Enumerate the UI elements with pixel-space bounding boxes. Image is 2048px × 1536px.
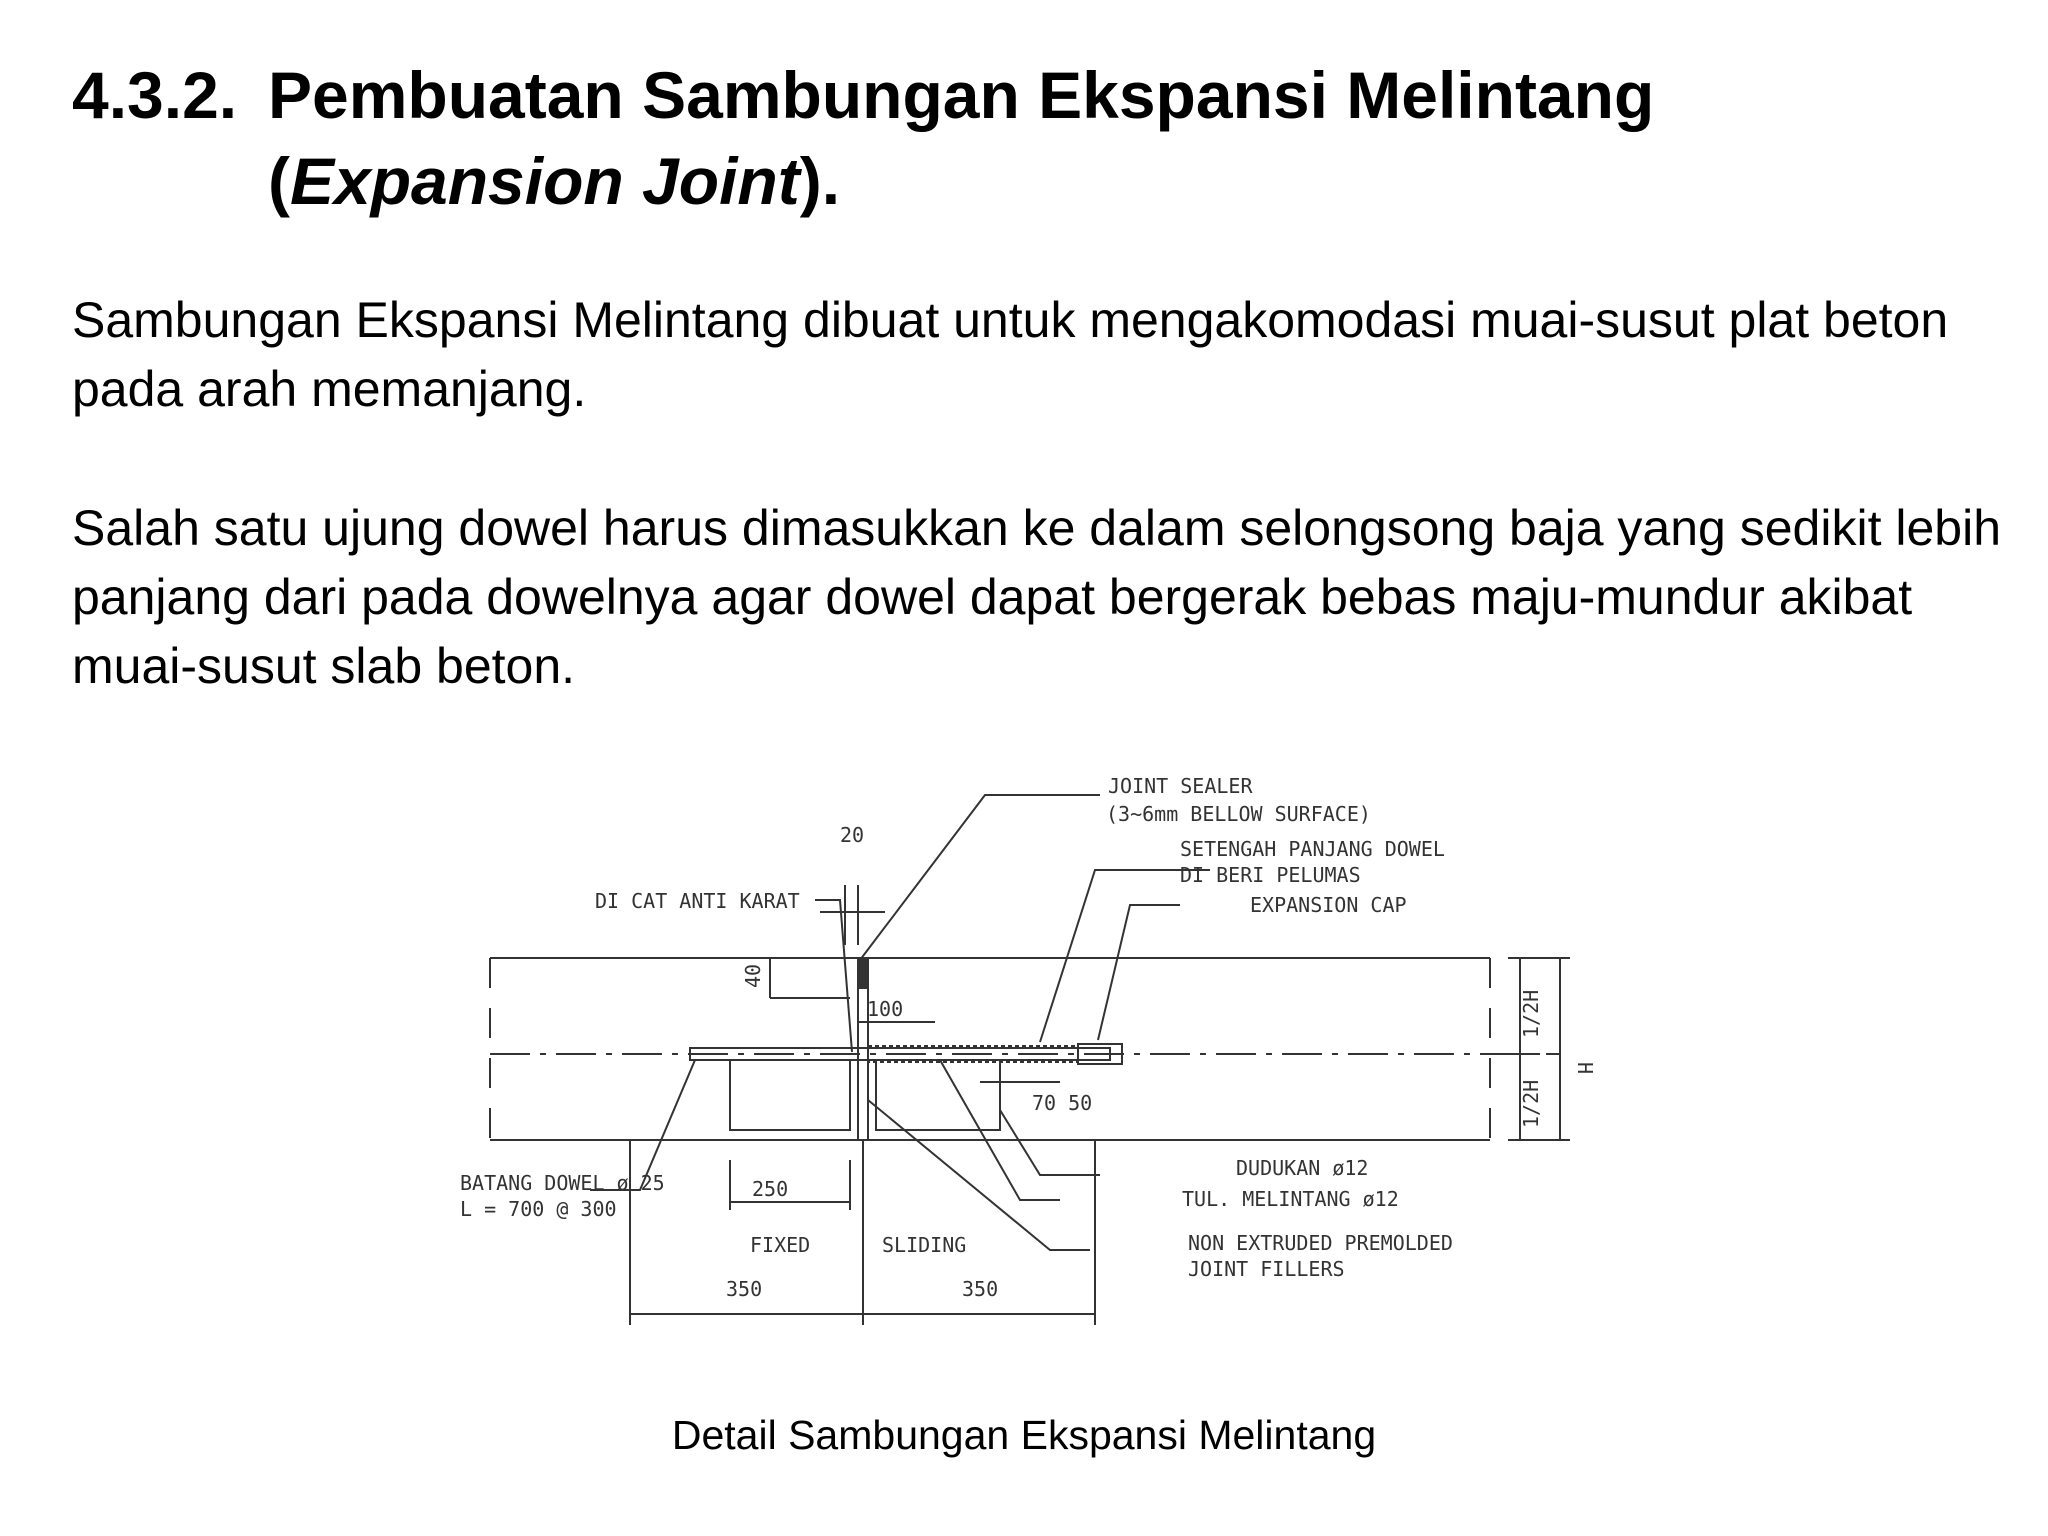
label-di-beri-pelumas: DI BERI PELUMAS [1180, 863, 1361, 887]
label-dim-350-left: 350 [726, 1277, 763, 1301]
label-dim-350-right: 350 [962, 1277, 999, 1301]
label-di-cat-anti-karat: DI CAT ANTI KARAT [595, 889, 800, 913]
section-number: 4.3.2. [72, 58, 238, 132]
dowel-chair-fixed [730, 1060, 850, 1130]
label-sliding: SLIDING [882, 1233, 967, 1257]
label-dim-250: 250 [752, 1177, 789, 1201]
label-dim-40: 40 [741, 963, 765, 988]
label-fixed: FIXED [750, 1233, 811, 1257]
leader-dudukan [1000, 1110, 1100, 1175]
label-tul-melintang: TUL. MELINTANG ø12 [1182, 1187, 1399, 1211]
label-dudukan: DUDUKAN ø12 [1236, 1156, 1369, 1180]
section-title-italic: Expansion Joint [289, 144, 800, 218]
label-dim-70-50: 70 50 [1032, 1091, 1093, 1115]
paragraph-2: Salah satu ujung dowel harus dimasukkan ke dalam selongsong baja yang sedikit lebih panjang dari pada dowelnya agar dowel dapat bergerak bebas maju-mundur akibat muai-susut slab beton. [72, 500, 2002, 694]
paragraph-1: Sambungan Ekspansi Melintang dibuat untuk mengakomodasi muai-susut plat beton pada arah memanjang. [72, 292, 1949, 417]
label-h: H [1573, 1062, 1597, 1075]
leader-joint-sealer [860, 795, 1100, 960]
joint-sealer [858, 958, 868, 988]
label-expansion-cap: EXPANSION CAP [1250, 893, 1407, 917]
leader-setengah-panjang [1040, 870, 1210, 1042]
label-half-h-bottom: 1/2H [1519, 1079, 1543, 1128]
section-title [268, 52, 1868, 224]
label-joint-sealer: JOINT SEALER [1108, 774, 1253, 798]
label-setengah-panjang: SETENGAH PANJANG DOWEL [1180, 837, 1445, 861]
label-l-spacing: L = 700 @ 300 [460, 1197, 617, 1221]
leader-anti-karat [815, 900, 852, 1052]
section-title-line1: Pembuatan Sambungan Ekspansi Melintang [268, 58, 1655, 132]
expansion-joint-drawing [440, 770, 1620, 1360]
dowel-chair-sliding [876, 1060, 1000, 1130]
label-batang-dowel: BATANG DOWEL ø 25 [460, 1171, 665, 1195]
section-title-line2: (Expansion Joint). [268, 144, 841, 218]
label-joint-fillers: JOINT FILLERS [1188, 1257, 1345, 1281]
label-non-extruded: NON EXTRUDED PREMOLDED [1188, 1231, 1453, 1255]
label-dim-100: 100 [867, 997, 904, 1021]
leader-expansion-cap [1098, 905, 1180, 1040]
figure-caption: Detail Sambungan Ekspansi Melintang [671, 1412, 1377, 1458]
label-half-h-top: 1/2H [1519, 989, 1543, 1038]
label-dim-20: 20 [840, 823, 865, 847]
label-bellow-surface: (3~6mm BELLOW SURFACE) [1106, 802, 1371, 826]
